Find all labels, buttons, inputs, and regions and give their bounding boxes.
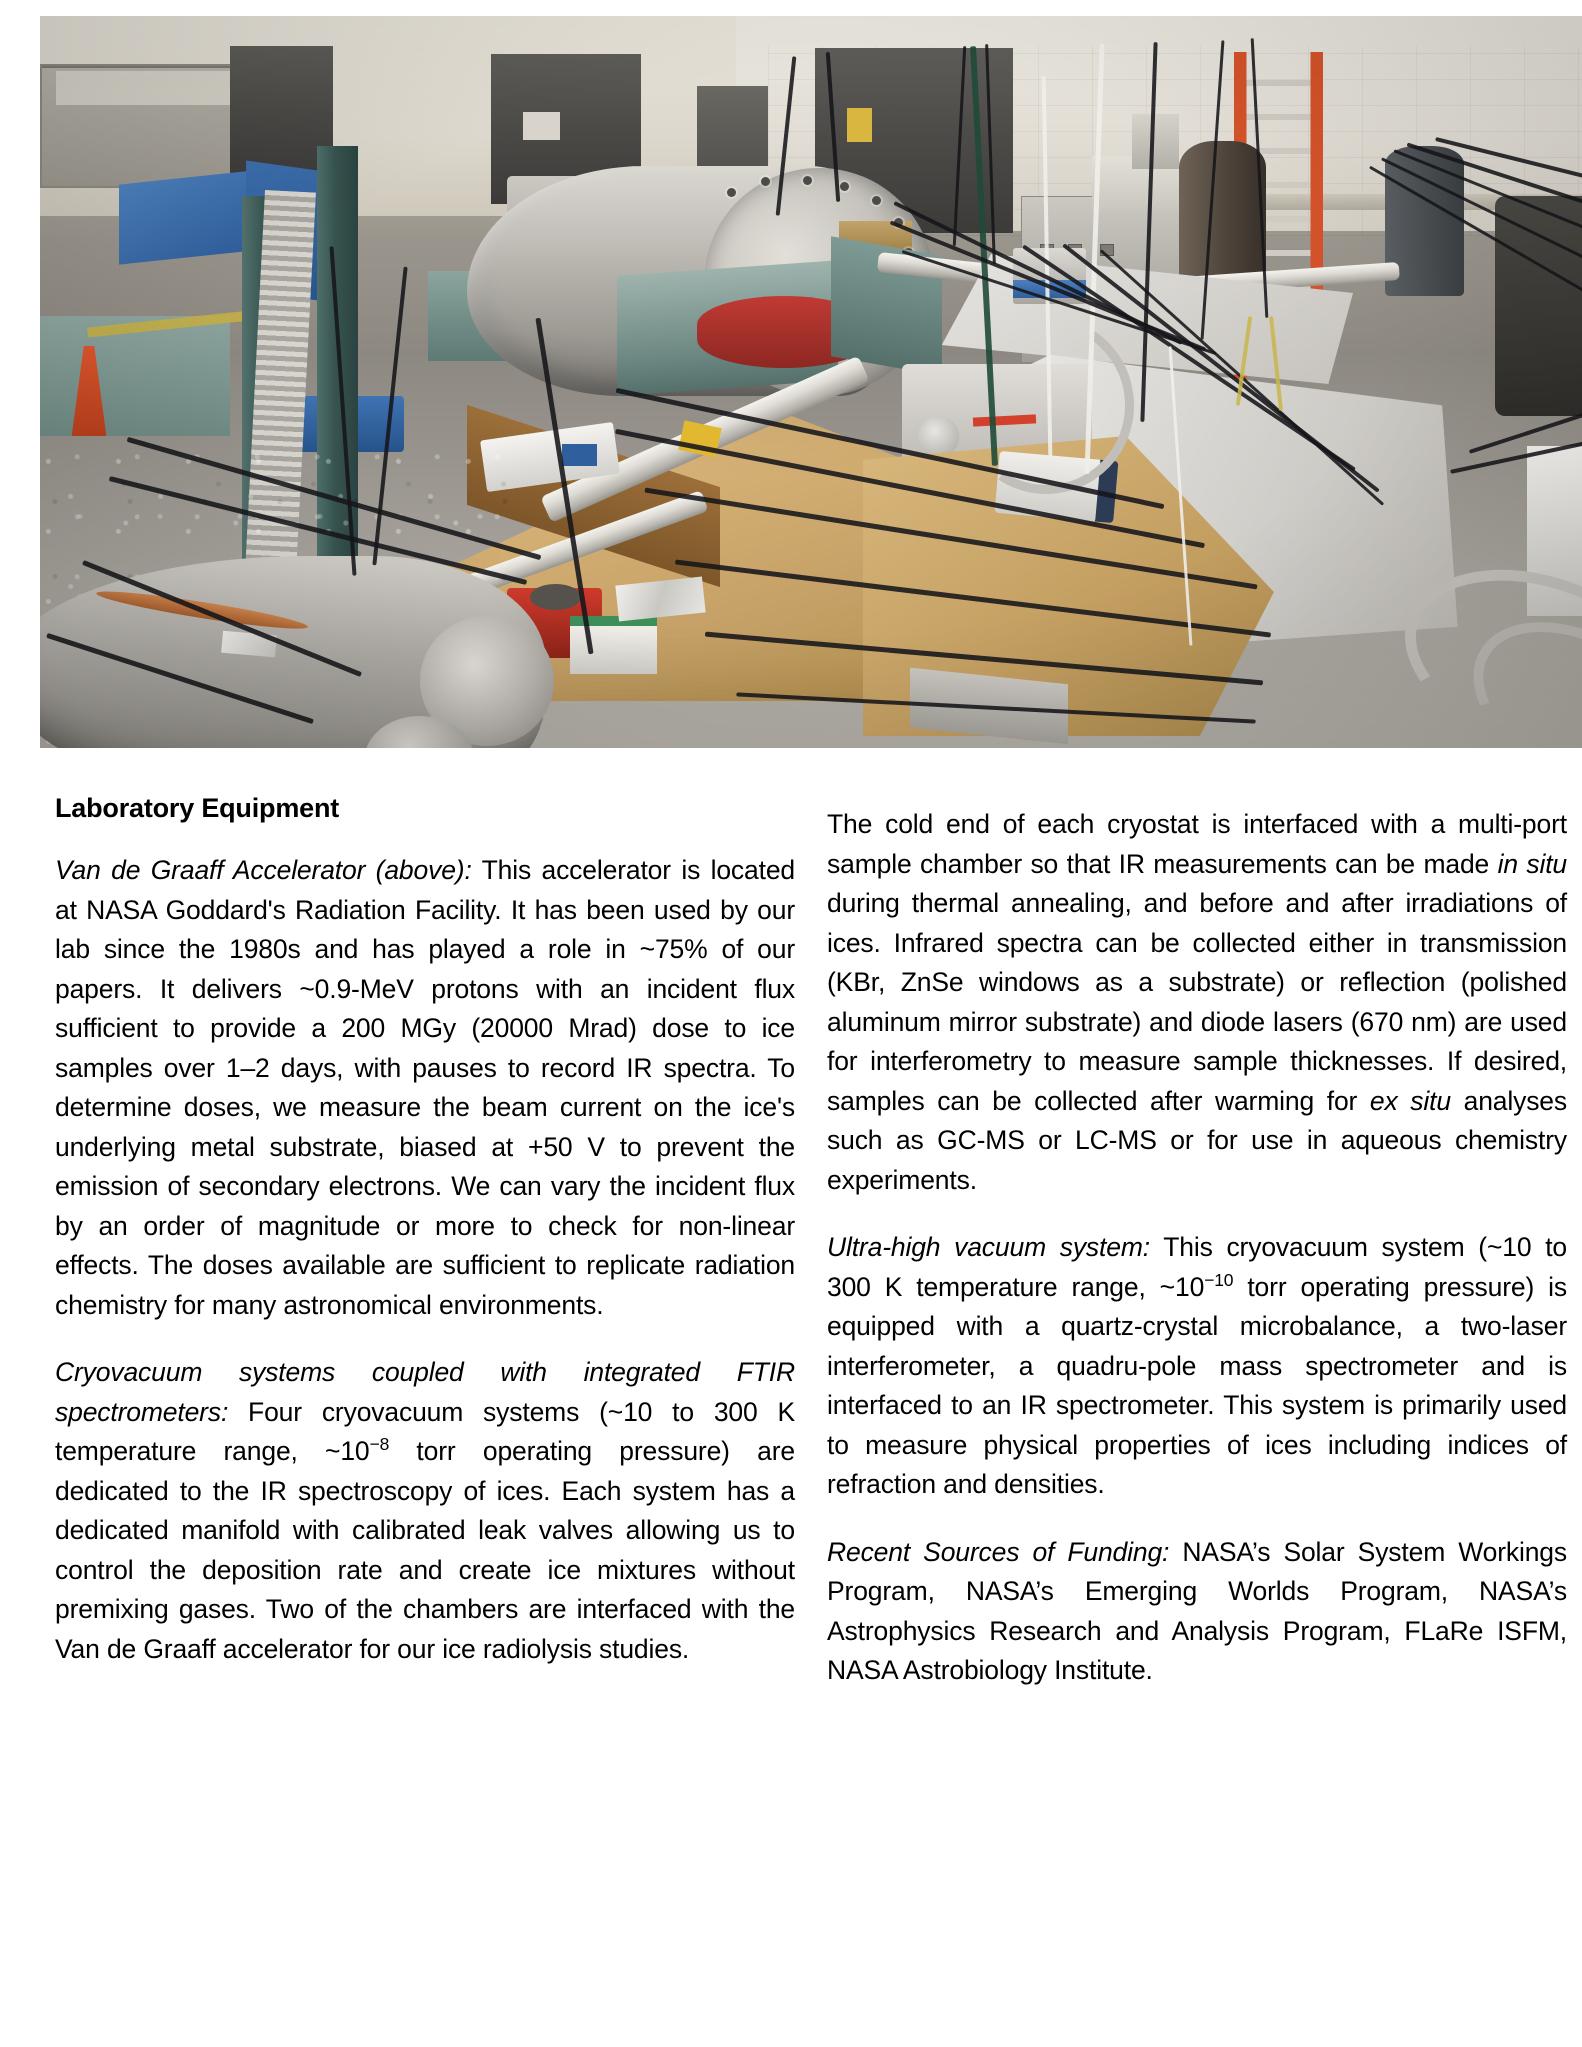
- laboratory-photograph: [40, 16, 1582, 764]
- paragraph-text-cryovacuum-b: torr operating pressure) are dedicated to the IR spectroscopy of ices. Each system has a dedicated manifold with calibrated leak valves allowing us to control the deposition rate and create ice mixtures without premixing gases. Two of the chambers are interfaced with the Van de Graaff accelerator for our ice radiolysis studies.: [55, 1436, 795, 1664]
- paragraph-text-cryostat-c: analyses such as GC-MS or LC-MS or for use in aqueous chemistry experiments.: [827, 1085, 1567, 1195]
- photo-canvas: [40, 16, 1582, 764]
- paragraph-funding-sources: [827, 1533, 1567, 1691]
- paragraph-van-de-graaff: [55, 851, 795, 1325]
- page-title: Laboratory Equipment: [55, 793, 340, 823]
- paragraph-cryostat-interface: [827, 805, 1567, 1200]
- paragraph-text-uhv-a: This cryovacuum system (~10 to 300 K temperature range, ~10: [827, 1232, 1567, 1302]
- latin-phrase-ex-situ: ex situ: [1369, 1085, 1451, 1116]
- text-column-left: [55, 748, 795, 1669]
- pressure-exponent-left: −8: [369, 1434, 390, 1455]
- latin-phrase-in-situ: in situ: [1497, 848, 1567, 879]
- text-column-right: [827, 748, 1567, 1691]
- paragraph-text-uhv-b: torr operating pressure) is equipped with a quartz-crystal microbalance, a two-laser interferometer, a quadru-pole mass spectrometer and is interfaced to an IR spectrometer. This system is primarily used to measure physical properties of ices including indices of refraction and densities.: [827, 1271, 1567, 1499]
- article-body: [0, 748, 1582, 2047]
- paragraph-lead-ultra-high-vacuum: Ultra-high vacuum system:: [827, 1232, 1150, 1262]
- pressure-exponent-right: −10: [1204, 1269, 1234, 1290]
- paragraph-text-cryostat-a: The cold end of each cryostat is interfaced with a multi-port sample chamber so that IR measurements can be made: [827, 809, 1567, 879]
- cable-overlay: [40, 16, 1582, 764]
- paragraph-cryovacuum-ftir: [55, 1353, 795, 1669]
- paragraph-ultra-high-vacuum: [827, 1228, 1567, 1505]
- paragraph-lead-funding: Recent Sources of Funding:: [827, 1536, 1170, 1567]
- paragraph-text-van-de-graaff: This accelerator is located at NASA Goddard's Radiation Facility. It has been used by our lab since the 1980s and has played a role in ~75% of our papers. It delivers ~0.9-MeV protons with an incident flux sufficient to provide a 200 MGy (20000 Mrad) dose to ice samples over 1–2 days, with pauses to record IR spectra. To determine doses, we measure the beam current on the ice's underlying metal substrate, biased at +50 V to prevent the emission of secondary electrons. We can vary the incident flux by an order of magnitude or more to check for non-linear effects. The doses available are sufficient to replicate radiation chemistry for many astronomical environments.: [55, 855, 795, 1320]
- paragraph-text-funding: NASA’s Solar System Workings Program, NASA’s Emerging Worlds Program, NASA’s Astrophysics Research and Analysis Program, FLaRe ISFM, NASA Astrobiology Institute.: [827, 1536, 1567, 1685]
- paragraph-text-cryovacuum-a: Four cryovacuum systems (~10 to 300 K temperature range, ~10: [55, 1396, 795, 1466]
- column-top-spacer: [827, 748, 1567, 805]
- paragraph-lead-van-de-graaff: Van de Graaff Accelerator (above):: [55, 855, 472, 885]
- paragraph-lead-cryovacuum-ftir: Cryovacuum systems coupled with integrated FTIR spectrometers:: [55, 1357, 795, 1427]
- paragraph-text-cryostat-b: during thermal annealing, and before and after irradiations of ices. Infrared spectra can be collected either in transmission (KBr, ZnSe windows as a substrate) or reflection (polished aluminum mirror substrate) and diode lasers (670 nm) are used for interferometry to measure sample thicknesses. If desired, samples can be collected after warming for: [827, 888, 1567, 1116]
